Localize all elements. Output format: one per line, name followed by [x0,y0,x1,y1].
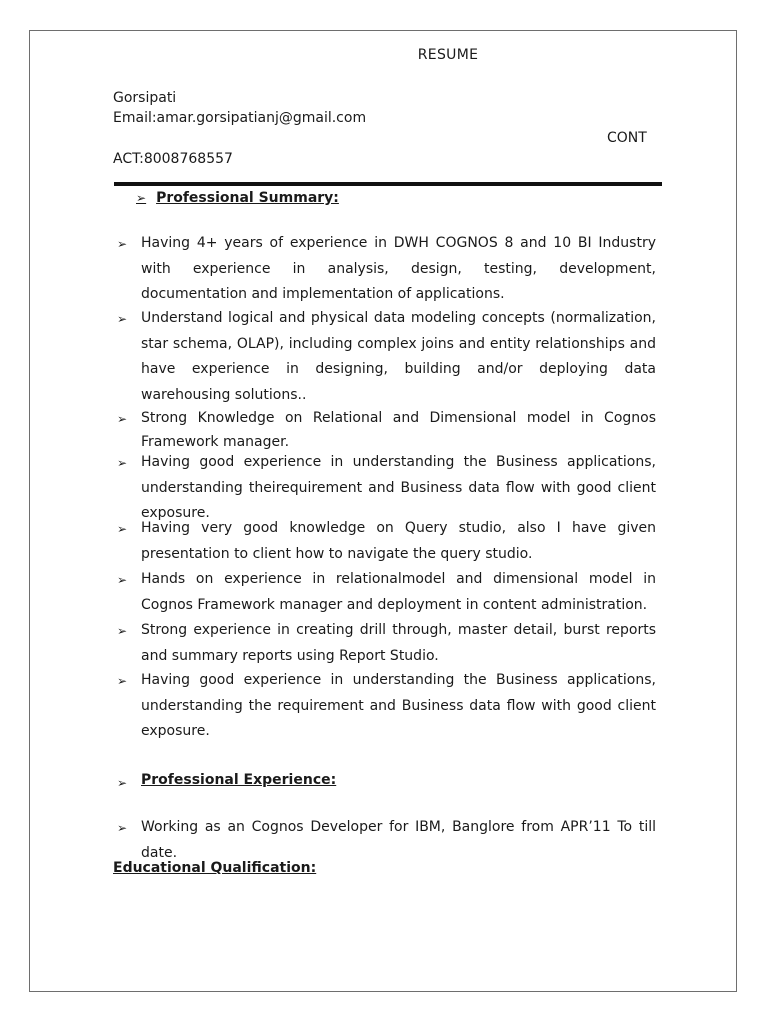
summary-item-3: Strong Knowledge on Relational and Dimensional model in Cognos Framework manager. [141,410,656,450]
arrow-right-icon: ➢ [117,776,128,790]
arrow-right-icon: ➢ [117,821,128,835]
summary-item-2: Understand logical and physical data modeling concepts (normalization, star schema, OLAP), including complex joins and entity relationships and have experience in designing, building and/or deploying data warehousing solutions.. [141,310,656,403]
arrow-right-icon: ➢ [117,312,128,326]
summary-item-8: Having good experience in understanding the Business applications, understanding the requirement and Business data flow with good client exposure. [141,672,656,739]
arrow-right-icon: ➢ [136,191,147,205]
resume-title: RESUME [417,47,479,63]
arrow-right-icon: ➢ [117,237,128,251]
candidate-name: Gorsipati [113,90,177,106]
education-heading: Educational Qualification: [113,860,317,876]
experience-heading: Professional Experience: [141,772,337,788]
contact-label-part2: ACT:8008768557 [113,151,233,167]
summary-item-4: Having good experience in understanding the Business applications, understanding theirequirement and Business data flow with good client exposure. [141,454,656,521]
arrow-right-icon: ➢ [117,522,128,536]
summary-heading-label: Professional Summary: [156,190,339,206]
arrow-right-icon: ➢ [117,674,128,688]
contact-label-part1: CONT [607,130,647,146]
resume-page [29,30,737,992]
summary-item-7: Strong experience in creating drill through, master detail, burst reports and summary reports using Report Studio. [141,622,656,664]
arrow-right-icon: ➢ [117,624,128,638]
summary-item-5: Having very good knowledge on Query studio, also I have given presentation to client how to navigate the query studio. [141,520,656,562]
experience-item-1: Working as an Cognos Developer for IBM, Banglore from APR’11 To till date. [141,819,656,861]
arrow-right-icon: ➢ [117,412,128,426]
arrow-right-icon: ➢ [117,573,128,587]
email-line: Email:amar.gorsipatianj@gmail.com [113,110,367,126]
summary-item-6: Hands on experience in relationalmodel and dimensional model in Cognos Framework manager and deployment in content administration. [141,571,656,613]
summary-heading [136,190,339,206]
summary-item-1: Having 4+ years of experience in DWH COGNOS 8 and 10 BI Industry with experience in analysis, design, testing, development, documentation and implementation of applications. [141,235,656,302]
arrow-right-icon: ➢ [117,456,128,470]
header-divider [114,182,662,186]
